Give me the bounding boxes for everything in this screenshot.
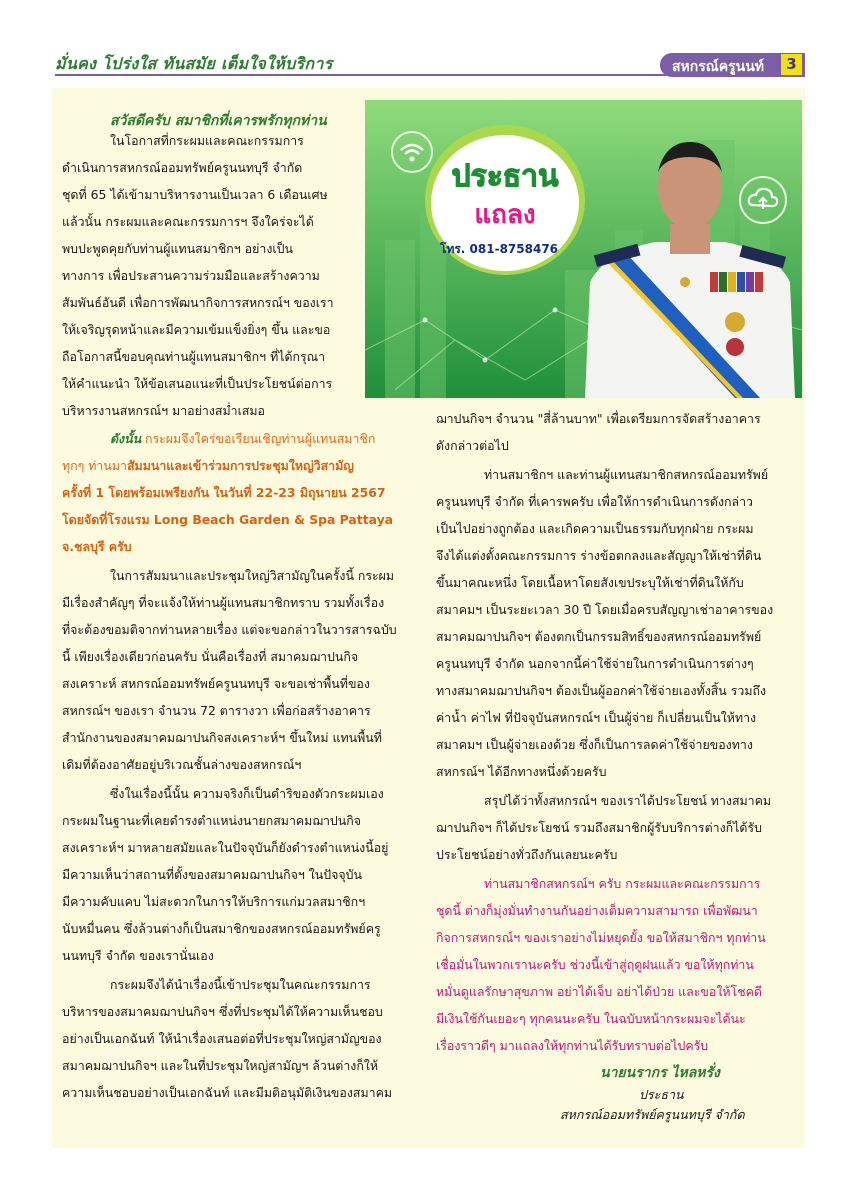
text-line: จ.ชลบุรี ครับ — [62, 539, 132, 554]
text-line: ทางสมาคมฌาปนกิจฯ ต้องเป็นผู้ออกค่าใช้จ่ายเองทั้งสิ้น รวมถึง — [436, 683, 767, 698]
text-line: กระผมในฐานะที่เคยดำรงตำแหน่งนายกสมาคมฌาปนกิจ — [62, 813, 361, 828]
text-line: มีเงินใช้กันเยอะๆ ทุกคนนะครับ ในฉบับหน้ากระผมจะได้นะ — [436, 1011, 746, 1026]
text-line: ค่าน้ำ ค่าไฟ ที่ปัจจุบันสหกรณ์ฯ เป็นผู้จ่าย ก็เปลี่ยนเป็นให้ทาง — [436, 710, 757, 725]
text-line: ถือโอกาสนี้ขอบคุณท่านผู้แทนสมาชิกฯ ที่ได้กรุณา — [62, 349, 326, 364]
text-span: กระผมจึงใคร่ขอเรียนเชิญท่านผู้แทนสมาชิก — [141, 431, 376, 446]
text-line: สรุปได้ว่าทั้งสหกรณ์ฯ ของเราได้ประโยชน์ ทางสมาคม — [484, 793, 772, 808]
text-line: ที่จะต้องขอมติจากท่านหลายเรื่อง แต่จะขอกล่าวในวารสารฉบับ — [62, 622, 397, 637]
text-line: แล้วนั้น กระผมและคณะกรรมการฯ จึงใคร่จะได้ — [62, 214, 314, 229]
text-line: พบปะพูดคุยกับท่านผู้แทนสมาชิกฯ อย่างเป็น — [62, 241, 293, 256]
badge-title: ประธาน — [451, 159, 559, 194]
signature-org: สหกรณ์ออมทรัพย์ครูนนทบุรี จำกัด — [560, 1107, 745, 1122]
signature-title: ประธาน — [639, 1087, 684, 1102]
text-line: เป็นไปอย่างถูกต้อง และเกิดความเป็นธรรมกับทุกฝ่าย กระผม — [436, 521, 754, 536]
text-line: ท่านสมาชิกสหกรณ์ฯ ครับ กระผมและคณะกรรมการ — [484, 876, 761, 891]
text-line: เชื่อมั่นในพวกเรานะครับ ช่วงนี้เข้าสู่ฤดูฝนแล้ว ขอให้ทุกท่าน — [436, 957, 754, 972]
text-line: ท่านสมาชิกฯ และท่านผู้แทนสมาชิกสหกรณ์ออมทรัพย์ — [484, 467, 769, 482]
page-number: 3 — [781, 54, 802, 75]
text-line: สหกรณ์ฯ ของเรา จำนวน 72 ตารางวา เพื่อก่อสร้างอาคาร — [62, 703, 371, 718]
text-line: ฌาปนกิจฯ ก็ได้ประโยชน์ รวมถึงสมาชิกผู้รับบริการต่างก็ได้รับ — [436, 820, 762, 835]
text-span: ทุกๆ ท่านมา — [62, 458, 127, 473]
text-line: ดังกล่าวต่อไป — [436, 438, 509, 453]
text-line: นี้ เพียงเรื่องเดียวก่อนครับ นั่นคือเรื่องที่ สมาคมฌาปนกิจ — [62, 649, 359, 664]
text-line: ชุดที่ 65 ได้เข้ามาบริหารงานเป็นเวลา 6 เดือนเศษ — [62, 187, 328, 202]
text-line: สมาคมฯ เป็นระยะเวลา 30 ปี โดยเมื่อครบสัญญาเช่าอาคารของ — [436, 602, 774, 617]
text-line: นับหมื่นคน ซึ่งล้วนต่างก็เป็นสมาชิกของสหกรณ์ออมทรัพย์ครู — [62, 921, 381, 936]
text-line: สหกรณ์ฯ ได้อีกทางหนึ่งด้วยครับ — [436, 764, 607, 779]
text-line: ชุดนี้ ต่างก็มุ่งมั่นทำงานกันอย่างเต็มความสามารถ เพื่อพัฒนา — [436, 903, 758, 918]
wifi-icon — [390, 130, 434, 174]
badge-subtitle: แถลง — [474, 200, 536, 230]
text-line: สมาคมฌาปนกิจฯ และในที่ประชุมใหญ่สามัญฯ ล้วนต่างก็ให้ — [62, 1058, 379, 1073]
greeting-heading: สวัสดีครับ สมาชิกที่เคารพรักทุกท่าน — [110, 113, 327, 129]
text-line: สัมพันธ์อันดี เพื่อการพัฒนากิจการสหกรณ์ฯ ของเรา — [62, 295, 334, 310]
badge-phone: โทร. 081-8758476 — [440, 242, 559, 256]
text-line: ขึ้นมาคณะหนึ่ง โดยเนื้อหาโดยสังเขประบุให้เช่าที่ดินให้กับ — [436, 575, 744, 590]
text-line: นนทบุรี จำกัด ของเรานั่นเอง — [62, 948, 214, 963]
text-line: สมาคมฌาปนกิจฯ ต้องตกเป็นกรรมสิทธิ์ของสหกรณ์ออมทรัพย์ — [436, 629, 762, 644]
text-line: บริหารงานสหกรณ์ฯ มาอย่างสม่ำเสมอ — [62, 403, 265, 418]
text-span: สัมมนาและเข้าร่วมการประชุมใหญ่วิสามัญ — [126, 458, 354, 473]
text-line: ซึ่งในเรื่องนี้นั้น ความจริงก็เป็นดำริของตัวกระผมเอง — [110, 786, 384, 801]
text-line: สงเคราะห์ฯ มาหลายสมัยและในปัจจุบันก็ยังดำรงตำแหน่งนี้อยู่ — [62, 840, 389, 855]
text-line: ทางการ เพื่อประสานความร่วมมือและสร้างความ — [62, 268, 320, 283]
text-line: กระผมจึงได้นำเรื่องนี้เข้าประชุมในคณะกรรมการ — [110, 977, 371, 992]
text-line: อย่างเป็นเอกฉันท์ ให้นำเรื่องเสนอต่อที่ประชุมใหญ่สามัญของ — [62, 1031, 382, 1046]
text-line: หมั่นดูแลรักษาสุขภาพ อย่าได้เจ็บ อย่าได้ป่วย และขอให้โชคดี — [436, 984, 762, 999]
text-line: ให้เจริญรุดหน้าและมีความเข้มแข็งยิ่งๆ ขึ้น และขอ — [62, 322, 331, 337]
text-line: ครั้งที่ 1 โดยพร้อมเพรียงกัน ในวันที่ 22-23 มิถุนายน 2567 — [62, 485, 386, 500]
text-line: ประโยชน์อย่างทั่วถึงกันเลยนะครับ — [436, 847, 618, 862]
text-line: มีความเห็นว่าสถานที่ตั้งของสมาคมฌาปนกิจฯ ในปัจจุบัน — [62, 867, 362, 882]
text-line: เรื่องราวดีๆ มาแถลงให้ทุกท่านได้รับทราบต่อไปครับ — [436, 1038, 709, 1053]
text-line: สมาคมฯ เป็นผู้จ่ายเองด้วย ซึ่งก็เป็นการลดค่าใช้จ่ายของทาง — [436, 737, 753, 752]
text-line: ให้คำแนะนำ ให้ข้อเสนอแนะที่เป็นประโยชน์ต่อการ — [62, 376, 333, 391]
text-line: จึงได้แต่งตั้งคณะกรรมการ ร่างข้อตกลงและสัญญาให้เช่าที่ดิน — [436, 548, 762, 563]
text-line — [110, 431, 375, 447]
text-line: ครูนนทบุรี จำกัด นอกจากนี้ค่าใช้จ่ายในการดำเนินการต่างๆ — [436, 656, 754, 671]
signature-name: นายนรากร ไหลหรั่ง — [600, 1065, 720, 1081]
president-portrait — [585, 132, 795, 398]
text-line: สำนักงานของสมาคมฌาปนกิจสงเคราะห์ฯ ขึ้นใหม่ แทนพื้นที่ — [62, 730, 382, 745]
text-line: ในการสัมมนาและประชุมใหญ่วิสามัญในครั้งนี้ กระผม — [110, 568, 395, 583]
text-line: ดำเนินการสหกรณ์ออมทรัพย์ครูนนทบุรี จำกัด — [62, 160, 303, 175]
header-slogan: มั่นคง โปร่งใส ทันสมัย เต็มใจให้บริการ — [55, 54, 333, 73]
section-title: สหกรณ์ครูนนท์ — [672, 59, 765, 75]
text-line: ความเห็นชอบอย่างเป็นเอกฉันท์ และมีมติอนุมัติเงินของสมาคม — [62, 1085, 393, 1100]
text-line: โดยจัดที่โรงแรม Long Beach Garden & Spa Pattaya — [62, 512, 394, 527]
text-line — [62, 458, 354, 474]
text-line: ในโอกาสที่กระผมและคณะกรรมการ — [110, 133, 304, 148]
text-line: สงเคราะห์ สหกรณ์ออมทรัพย์ครูนนทบุรี จะขอเช่าพื้นที่ของ — [62, 676, 370, 691]
text-line: มีความคับแคบ ไม่สะดวกในการให้บริการแก่มวลสมาชิกฯ — [62, 894, 366, 909]
text-line: บริหารของสมาคมฌาปนกิจฯ ซึ่งที่ประชุมได้ให้ความเห็นชอบ — [62, 1004, 383, 1019]
keyword-therefore: ดังนั้น — [110, 431, 142, 446]
text-line: กิจการสหกรณ์ฯ ของเราอย่างไม่หยุดยั้ง ขอให้สมาชิกฯ ทุกท่าน — [436, 930, 766, 945]
text-line: ฌาปนกิจฯ จำนวน "สี่ล้านบาท" เพื่อเตรียมการจัดสร้างอาคาร — [436, 411, 761, 426]
text-line: เดิมที่ต้องอาศัยอยู่บริเวณชั้นล่างของสหกรณ์ฯ — [62, 757, 302, 772]
text-line: ครูนนทบุรี จำกัด ที่เคารพครับ เพื่อให้การดำเนินการดังกล่าว — [436, 494, 754, 509]
text-line: มีเรื่องสำคัญๆ ที่จะแจ้งให้ท่านผู้แทนสมาชิกทราบ รวมทั้งเรื่อง — [62, 595, 385, 610]
